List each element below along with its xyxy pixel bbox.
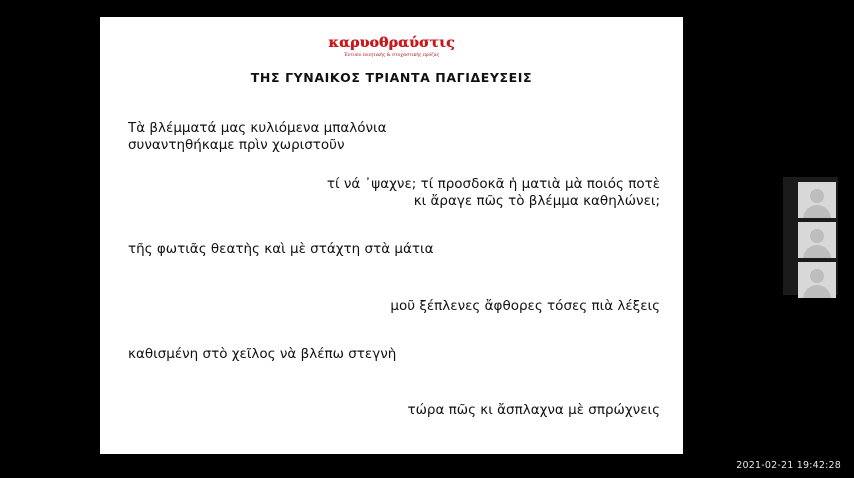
avatar-placeholder-icon — [810, 269, 824, 283]
poem-line: τῆς φωτιᾶς θεατὴς καὶ μὲ στάχτη στὰ μάτια — [128, 241, 434, 257]
participant-strip — [783, 177, 838, 295]
participant-tile[interactable] — [798, 262, 836, 298]
poem-line: μοῦ ξέπλενες ἄφθορες τόσες πιὰ λέξεις — [390, 298, 660, 314]
poem-line: τώρα πῶς κι ἄσπλαχνα μὲ σπρώχνεις — [407, 402, 660, 418]
brand-logo: καρυοθραύστις — [328, 35, 455, 51]
brand-tagline: Έντυπο ποιητικής & στοχαστικής πρόζας — [343, 53, 440, 58]
avatar-placeholder-icon — [810, 229, 824, 243]
poem-line: συναντηθήκαμε πρὶν χωριστοῦν — [128, 137, 345, 153]
poem-line: κι ἄραγε πῶς τὸ βλέμμα καθηλώνει; — [413, 193, 660, 209]
slide-title: ΤΗΣ ΓΥΝΑΙΚΟΣ ΤΡΙΑΝΤΑ ΠΑΓΙΔΕΥΣΕΙΣ — [250, 70, 533, 85]
poem-line: τί νά ᾿ψαχνε; τί προσδοκᾶ ἡ ματιὰ μὰ ποιός ποτὲ — [326, 176, 660, 192]
poem-line: καθισμένη στὸ χεῖλος νὰ βλέπω στεγνὴ — [128, 346, 397, 362]
participant-tile[interactable] — [798, 182, 836, 218]
shared-presentation-slide — [100, 17, 683, 454]
avatar-placeholder-icon — [810, 189, 824, 203]
recording-timestamp: 2021-02-21 19:42:28 — [736, 460, 841, 471]
participant-tile[interactable] — [798, 222, 836, 258]
poem-line: Τὰ βλέμματά μας κυλιόμενα μπαλόνια — [128, 120, 387, 136]
